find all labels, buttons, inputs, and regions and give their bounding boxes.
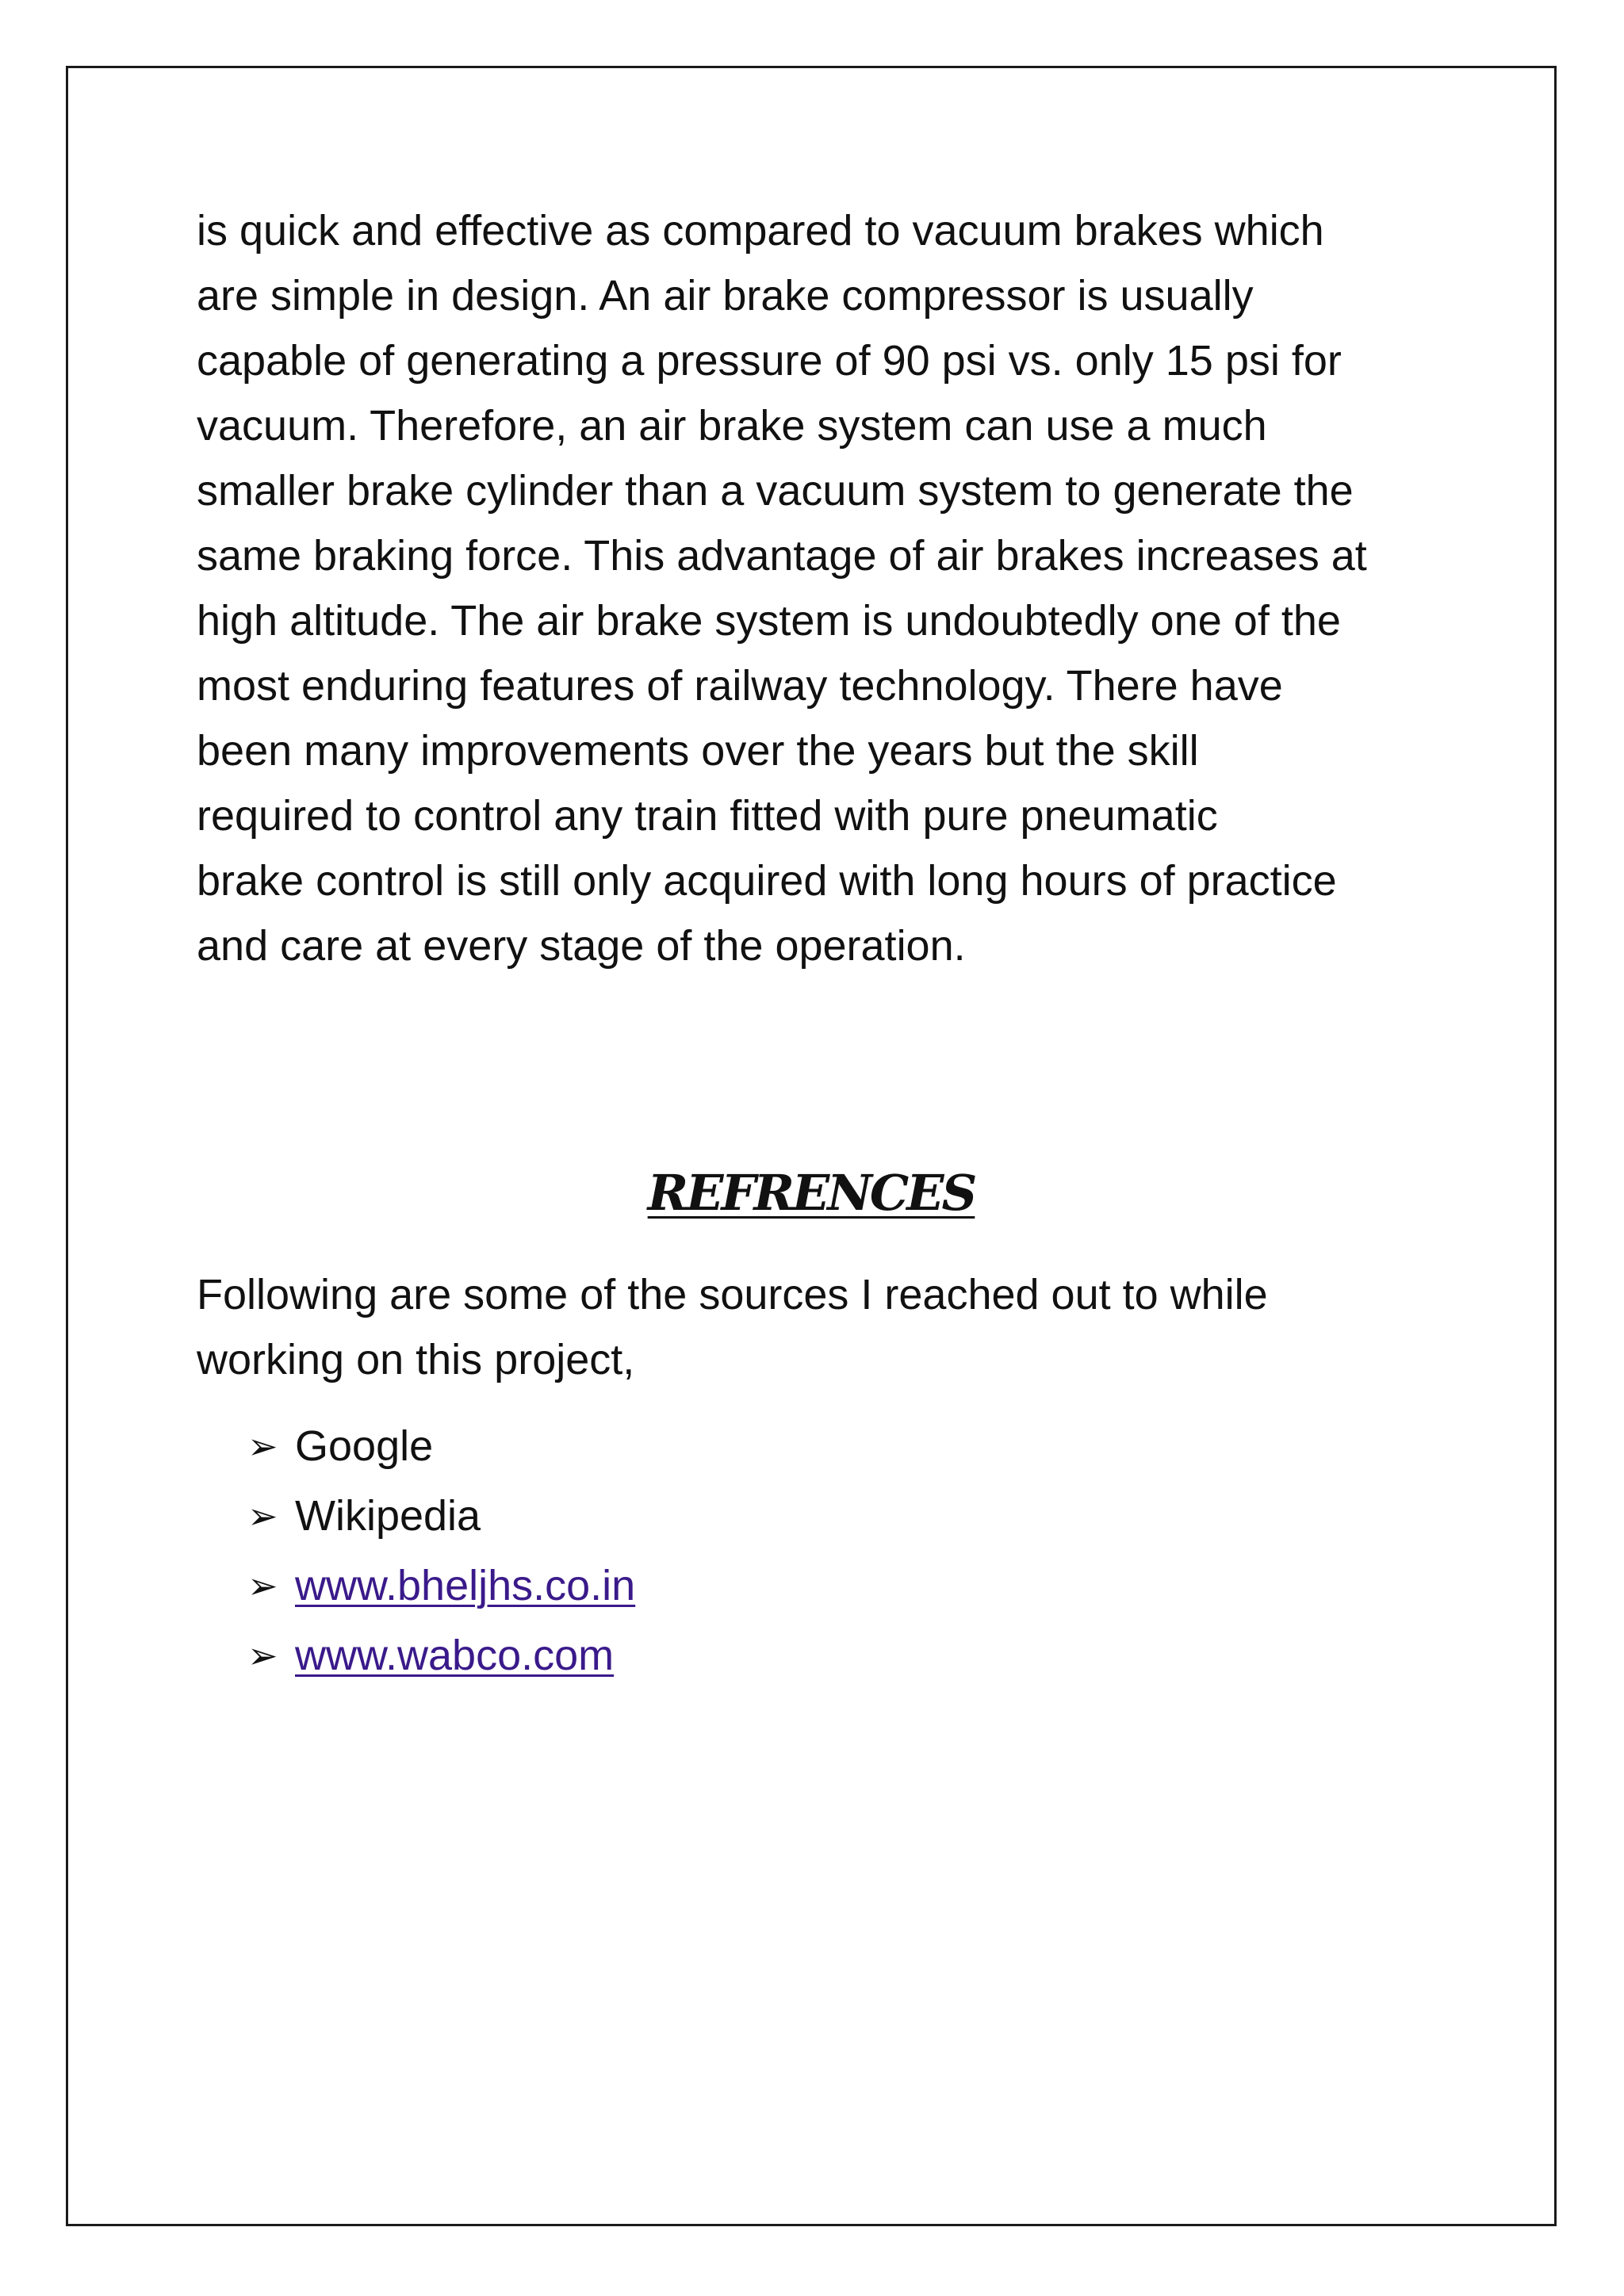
paragraph-line: been many improvements over the years but the skill [197, 727, 1199, 775]
paragraph-line: high altitude. The air brake system is undoubtedly one of the [197, 597, 1341, 645]
intro-line: Following are some of the sources I reached out to while [197, 1271, 1268, 1318]
paragraph-line: vacuum. Therefore, an air brake system can use a much [197, 402, 1267, 450]
paragraph-line: is quick and effective as compared to vacuum brakes which [197, 207, 1324, 254]
paragraph-line: brake control is still only acquired with long hours of practice [197, 857, 1337, 905]
paragraph-line: capable of generating a pressure of 90 psi vs. only 15 psi for [197, 337, 1342, 385]
list-item [247, 1411, 635, 1481]
intro-line: working on this project, [197, 1336, 635, 1383]
paragraph-line: most enduring features of railway technology. There have [197, 662, 1283, 710]
paragraph-line: same braking force. This advantage of air brakes increases at [197, 532, 1367, 580]
reference-link-bheljhs[interactable]: www.bheljhs.co.in [295, 1562, 636, 1609]
paragraph-line: required to control any train fitted with pure pneumatic [197, 792, 1218, 840]
paragraph-line: are simple in design. An air brake compressor is usually [197, 272, 1254, 320]
arrow-bullet-icon: ➢ [247, 1495, 278, 1536]
arrow-bullet-icon: ➢ [247, 1425, 278, 1467]
list-item [247, 1481, 635, 1551]
body-paragraph [197, 198, 1450, 978]
arrow-bullet-icon: ➢ [247, 1635, 278, 1676]
arrow-bullet-icon: ➢ [247, 1565, 278, 1606]
paragraph-line: smaller brake cylinder than a vacuum system to generate the [197, 467, 1354, 515]
list-item [247, 1551, 635, 1621]
reference-link-wabco[interactable]: www.wabco.com [295, 1632, 615, 1679]
reference-wikipedia: Wikipedia [295, 1492, 481, 1540]
references-list [247, 1411, 635, 1690]
paragraph-line: and care at every stage of the operation. [197, 922, 966, 970]
list-item [247, 1621, 635, 1690]
references-heading: REFRENCES [647, 1164, 975, 1222]
references-heading-wrap [66, 1164, 1557, 1222]
reference-google: Google [295, 1422, 434, 1470]
references-intro [197, 1262, 1268, 1392]
